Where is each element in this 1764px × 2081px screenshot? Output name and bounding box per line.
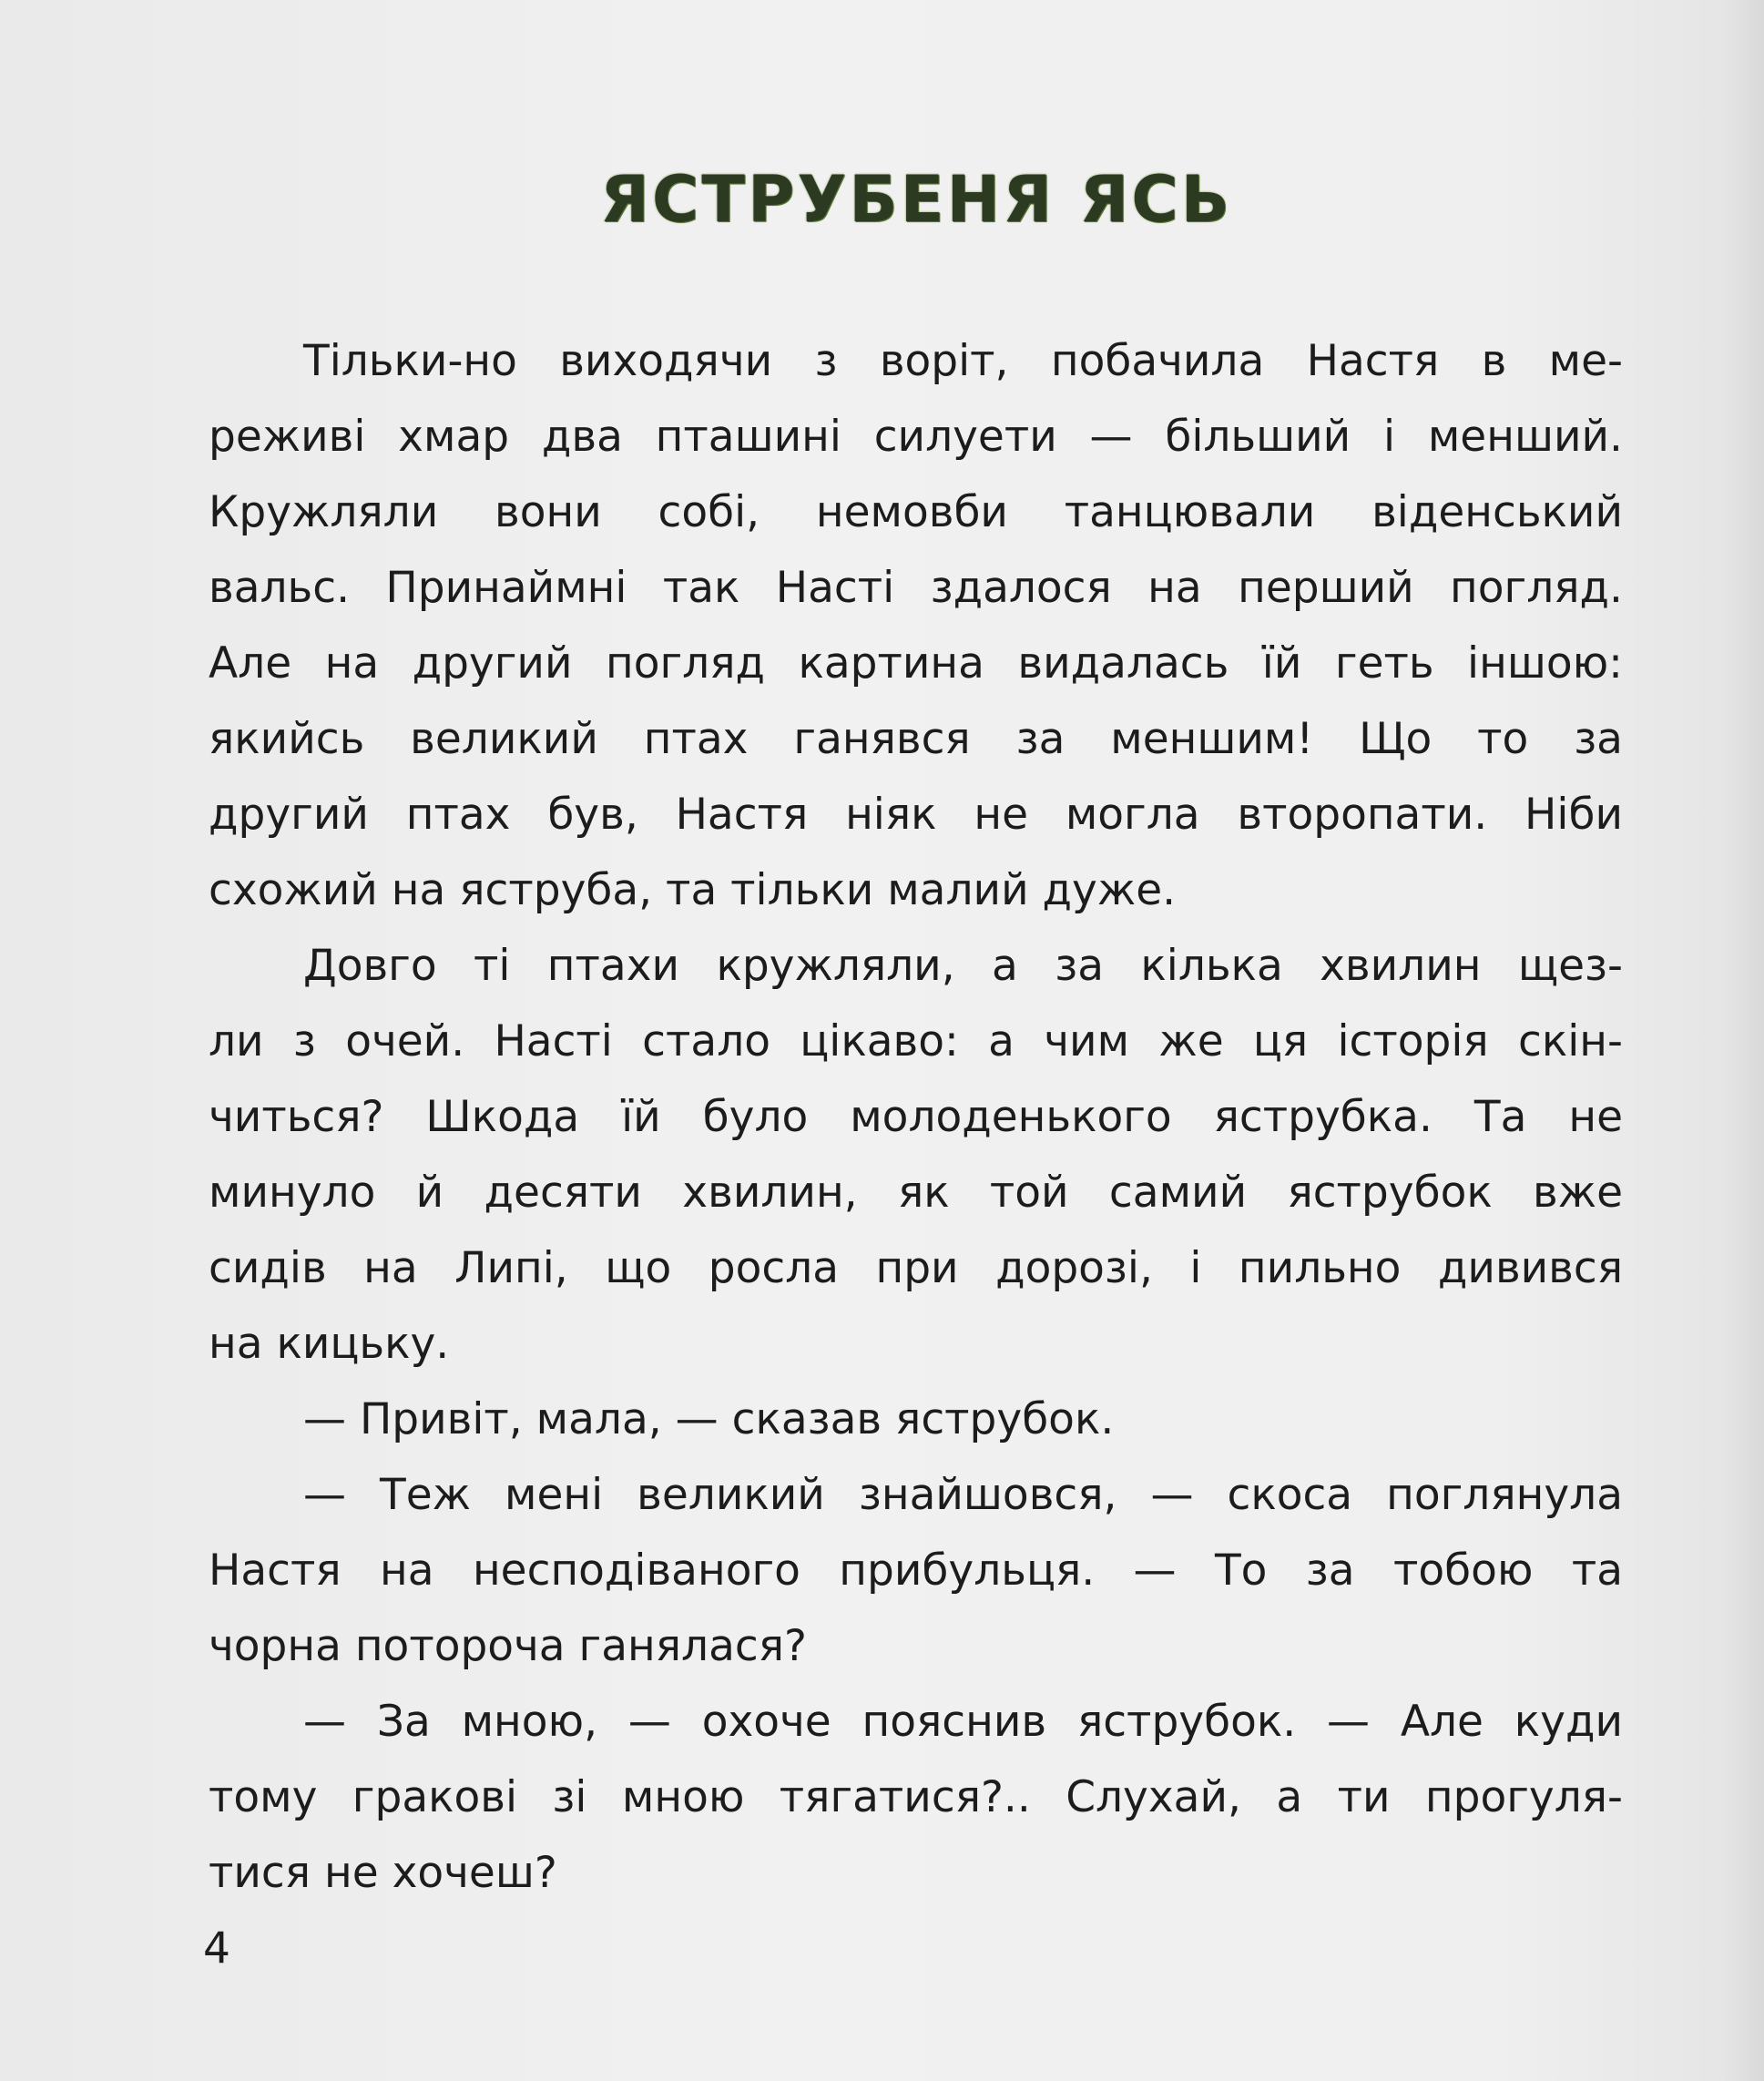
text-line: реживі хмар два пташині силуети — більший і менший. [209,412,1623,462]
text-line: Довго ті птахи кружляли, а за кілька хвилин щез- [303,941,1623,991]
text-line: вальс. Принаймні так Насті здалося на перший погляд. [209,563,1623,613]
text-line: другий птах був, Настя ніяк не могла второпати. Ніби [209,790,1623,840]
chapter-title: ЯСТРУБЕНЯ ЯСЬ [600,162,1232,237]
text-line: на кицьку. [209,1319,450,1369]
page-number: 4 [203,1923,230,1974]
text-line: — За мною, — охоче пояснив яструбок. — Але куди [303,1697,1623,1747]
body-text [209,323,1623,1911]
text-line: Настя на несподіваного прибульця. — То за тобою та [209,1545,1623,1596]
text-line: минуло й десяти хвилин, як той самий яструбок вже [209,1168,1623,1218]
text-line: чорна потороча ганялася? [209,1621,807,1671]
text-line: читься? Шкода їй було молоденького яструбка. Та не [209,1092,1623,1142]
page-edge-shadow [1722,0,1764,2081]
text-line: сидів на Липі, що росла при дорозі, і пильно дивився [209,1243,1623,1293]
text-line: Але на другий погляд картина видалась їй геть іншою: [209,638,1623,689]
text-line: ли з очей. Насті стало цікаво: а чим же ця історія скін- [209,1016,1623,1066]
text-line: якийсь великий птах ганявся за меншим! Що то за [209,714,1623,764]
text-line: тися не хочеш? [209,1848,557,1898]
text-line: — Теж мені великий знайшовся, — скоса поглянула [303,1470,1623,1520]
text-line: Тільки-но виходячи з воріт, побачила Настя в ме- [303,336,1623,386]
text-line: Кружляли вони собі, немовби танцювали віденський [209,487,1623,537]
text-line: тому гракові зі мною тягатися?.. Слухай, а ти прогуля- [209,1772,1623,1822]
text-line: — Привіт, мала, — сказав яструбок. [303,1394,1115,1444]
text-line: схожий на яструба, та тільки малий дуже. [209,865,1177,915]
